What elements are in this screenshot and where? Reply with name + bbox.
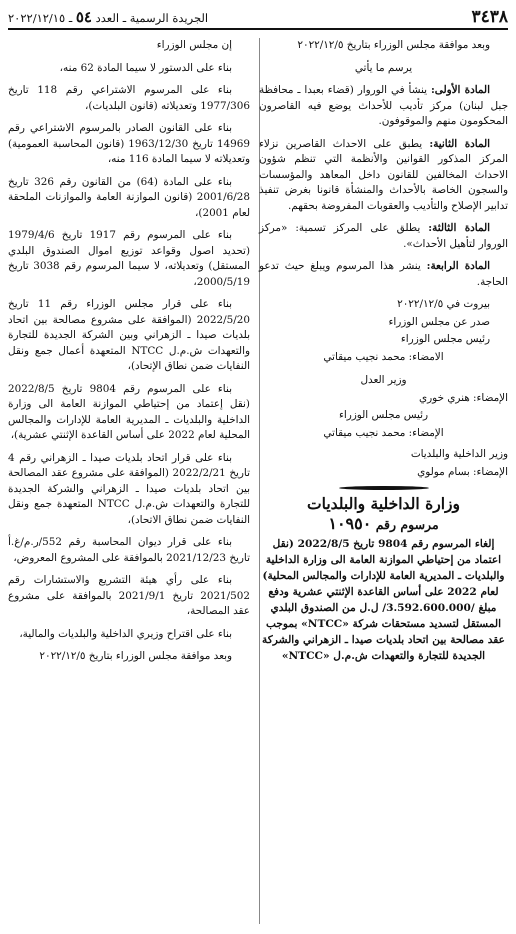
closing-approval: وبعد موافقة مجلس الوزراء بتاريخ ٢٠٢٢/١٢/٥ [39, 650, 232, 662]
pm-title: رئيس مجلس الوزراء [400, 333, 490, 345]
pm-signature-2: الإمضاء: محمد نجيب ميقاتي [323, 426, 444, 439]
article-2-label: المادة الثانية: [429, 137, 490, 150]
justice-title: وزير العدل [360, 374, 407, 386]
justice-signature: الإمضاء: هنري خوري [419, 391, 508, 404]
preamble-paragraph: بناء على الدستور لا سيما المادة 62 منه، [59, 61, 232, 74]
article-3 [259, 221, 508, 252]
preamble-paragraph: بناء على المرسوم الاشتراعي رقم 118 تاريخ 1977/306 وتعديلاته (قانون البلديات)، [8, 84, 250, 112]
article-1-text: ينشأ في الوروار (قضاء بعبدا ـ محافظة جبل لبنان) مركز تأديب للأحداث يوضع فيه القاصرون المحكومون منهم والموقوفون. [259, 84, 508, 127]
decree-number: ١٠٩٥٠ [328, 513, 372, 533]
preamble-paragraph: بناء على قرار مجلس الوزراء رقم 11 تاريخ 2022/5/20 (الموافقة على مشروع مصالحة بين اتحاد بلديات صيدا ـ الزهراني وبين الشركة الجديدة للتجارة والتعهدات ش.م.ل NTCC المتعهدة أعمال جمع ونقل النفايات ضمن نطاق الإتحاد)، [8, 298, 250, 372]
pm-signature: الامضاء: محمد نجيب ميقاتي [323, 350, 444, 363]
gazette-prefix: الجريدة الرسمية ـ العدد [95, 11, 209, 25]
article-4-label: المادة الرابعة: [426, 260, 490, 272]
decrees-following: يرسم ما يأتي [354, 61, 413, 74]
interior-title: وزير الداخلية والبلديات [410, 448, 508, 460]
page-number: ٣٤٣٨ [471, 7, 508, 27]
issued-by: صدر عن مجلس الوزراء [388, 315, 490, 328]
left-column [8, 38, 250, 924]
preamble-paragraph: بناء على المرسوم رقم 1917 تاريخ 1979/4/6 (تحديد اصول وقواعد توزيع اموال الصندوق البلدي المستقل) وتعديلاته، لا سيما المرسوم رقم 3038 تاريخ 2000/5/19، [8, 229, 250, 288]
article-2 [259, 137, 508, 215]
article-3-label: المادة الثالثة: [428, 222, 491, 234]
approval-line: وبعد موافقة مجلس الوزراء بتاريخ ٢٠٢٢/١٢/٥ [297, 39, 490, 51]
right-column [259, 38, 508, 924]
article-3-text: يطلق على المركز تسمية: «مركز الوروار لتأهيل الأحداث». [259, 222, 508, 250]
interior-signature: الإمضاء: بسام مولوي [417, 465, 508, 478]
preamble-paragraph: بناء على المادة (64) من القانون رقم 326 تاريخ 2001/6/28 (قانون الموازنة العامة والموازنات الملحقة لعام 2001)، [8, 175, 250, 219]
pm-title-2: رئيس مجلس الوزراء [338, 409, 429, 421]
gazette-title [8, 8, 208, 26]
preamble-paragraph: بناء على قرار اتحاد بلديات صيدا ـ الزهراني رقم 4 تاريخ 2022/2/21 (الموافقة على مشروع عقد المصالحة بين اتحاد بلديات صيدا ـ الزهراني والشركة الجديدة للتجارة والتعهدات ش.م.ل NTCC المتعهدة جمع ونقل النفايات ضمن نطاق الاتحاد)، [8, 451, 250, 526]
article-2-text: يطبق على الاحداث القاصرين نزلاء المركز المذكور القوانين والأنظمة التي تنظم شؤون الاحداث المخالفين للقانون داخل المعاهد والمؤسسات والسجون الخاصة بالأحداث والمنشأة قانونا بغرض تنفيذ تدابير الإصلاح والتأديب والعقوبات المفروضة بحقهم. [259, 137, 508, 212]
decree-number-line [259, 513, 508, 533]
issue-date: ـ ٢٠٢٢/١٢/١٥ [8, 11, 73, 25]
section-divider [259, 486, 508, 490]
article-4-text: ينشر هذا المرسوم ويبلغ حيث تدعو الحاجة. [259, 260, 508, 288]
preamble-paragraph: بناء على رأي هيئة التشريع والاستشارات رقم 2021/502 تاريخ 2021/9/1 بالموافقة على مشروع عقد المصالحة، [8, 574, 250, 617]
article-4 [259, 259, 508, 290]
article-1 [259, 83, 508, 130]
preamble-paragraph: بناء على قرار ديوان المحاسبة رقم 552/ر.م/غ.أ تاريخ 2021/12/23 بالموافقة على المشروع المعروض، [8, 536, 250, 564]
issue-number: ٥٤ [75, 8, 92, 26]
page-header [8, 6, 508, 30]
preamble-list [8, 61, 250, 643]
place-date: بيروت في ٢٠٢٢/١٢/٥ [397, 298, 490, 310]
council-opening: إن مجلس الوزراء [156, 39, 232, 51]
preamble-paragraph: بناء على القانون الصادر بالمرسوم الاشتراعي رقم 14969 تاريخ 1963/12/30 (قانون المحاسبة العمومية) وتعديلاته لا سيما المادة 116 منه، [8, 122, 250, 165]
decree-subject: إلغاء المرسوم رقم 9804 تاريخ 2022/8/5 (نقل اعتماد من إحتياطي الموازنة العامة الى وزارة الداخلية والبلديات ـ المديرية العامة للإدارات والمجالس المحلية) لعام 2022 على أساس القاعدة الإثنتي عشرية ودفع مبلغ /3.592.600.000/ ل.ل من الصندوق البلدي المستقل لتسديد مستحقات شركة «NTCC» بموجب عقد مصالحة بين اتحاد بلديات صيدا ـ الزهراني والشركة الجديدة للتجارة والتعهدات ش.م.ل «NTCC» [262, 538, 505, 662]
preamble-paragraph: بناء على اقتراح وزيري الداخلية والبلديات والمالية، [19, 627, 232, 640]
decree-label: مرسوم رقم [375, 516, 439, 532]
ministry-heading: وزارة الداخلية والبلديات [307, 494, 460, 513]
preamble-paragraph: بناء على المرسوم رقم 9804 تاريخ 2022/8/5 (نقل إعتماد من إحتياطي الموازنة العامة الى وزارة الداخلية والبلديات ـ المديرية العامة للإدارات والمجالس المحلية لعام 2022 على أساس القاعدة الإثنتي عشرية)، [8, 382, 250, 441]
article-1-label: المادة الأولى: [430, 84, 490, 96]
